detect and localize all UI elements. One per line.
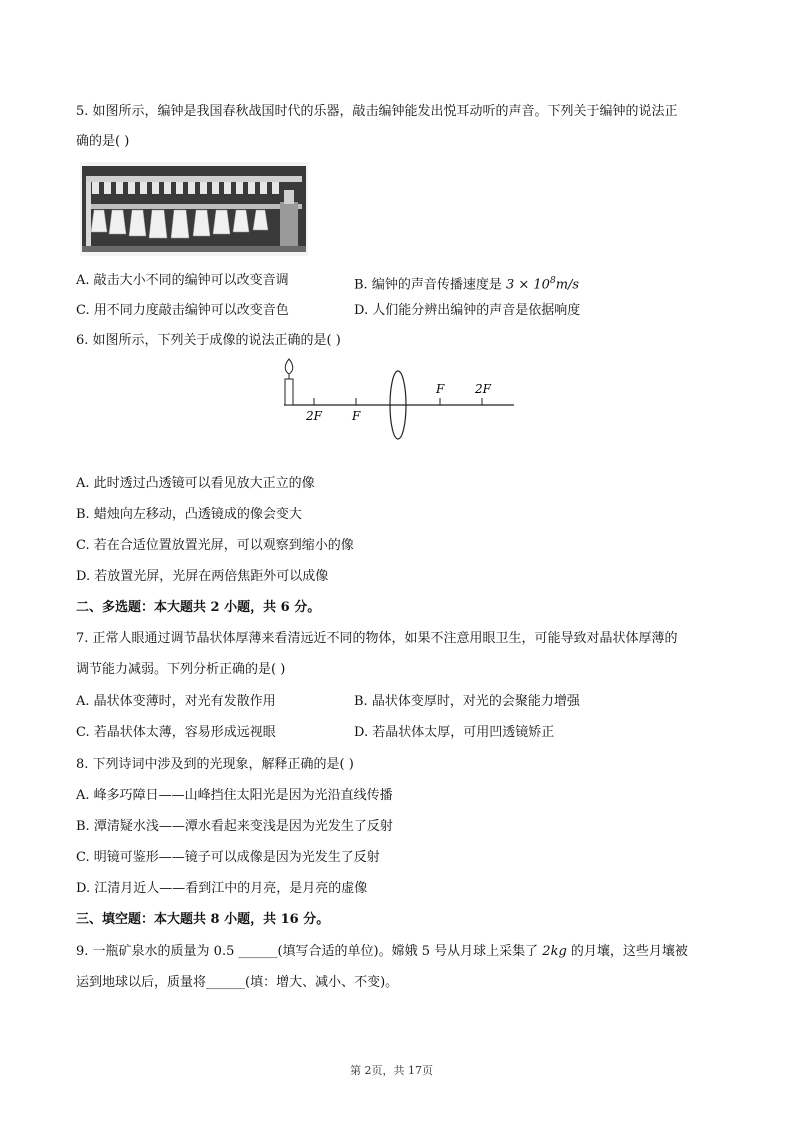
q8-option-b: B. 潭清疑水浅——潭水看起来变浅是因为光发生了反射 xyxy=(76,819,393,834)
label-f-right: F xyxy=(436,382,445,396)
section-2-heading: 二、多选题：本大题共 2 小题，共 6 分。 xyxy=(76,600,321,615)
convex-lens-diagram xyxy=(270,355,520,445)
q9-mass-value: 2kg xyxy=(542,944,567,959)
q5-stem-line2: 确的是( ) xyxy=(76,134,130,149)
q7-stem-line2: 调节能力减弱。下列分析正确的是( ) xyxy=(76,662,286,677)
q5-option-a: A. 敲击大小不同的编钟可以改变音调 xyxy=(76,273,289,288)
q7-option-d: D. 若晶状体太厚，可用凹透镜矫正 xyxy=(354,725,555,740)
q5-stem-line1: 5. 如图所示，编钟是我国春秋战国时代的乐器，敲击编钟能发出悦耳动听的声音。下列关于编钟的说法正 xyxy=(76,104,678,119)
q8-option-c: C. 明镜可鉴形——镜子可以成像是因为光发生了反射 xyxy=(76,850,380,865)
q5-option-b-text: B. 编钟的声音传播速度是 xyxy=(354,277,502,293)
q9-line1-b: 的月壤，这些月壤被 xyxy=(566,944,688,959)
q5-option-d: D. 人们能分辨出编钟的声音是依据响度 xyxy=(354,303,581,318)
q6-option-b: B. 蜡烛向左移动，凸透镜成的像会变大 xyxy=(76,507,302,522)
q9-line2: 运到地球以后，质量将______(填：增大、减小、不变)。 xyxy=(76,975,399,990)
bianzhong-bells-image xyxy=(80,162,308,256)
section-3-heading: 三、填空题：本大题共 8 小题，共 16 分。 xyxy=(76,912,330,927)
q7-stem-line1: 7. 正常人眼通过调节晶状体厚薄来看清远近不同的物体，如果不注意用眼卫生，可能导致对晶状体厚薄的 xyxy=(76,631,678,646)
q9-line1 xyxy=(76,943,688,961)
q6-stem: 6. 如图所示，下列关于成像的说法正确的是( ) xyxy=(76,333,341,348)
page-footer: 第 2页，共 17页 xyxy=(350,1064,433,1077)
q5-option-b-exp: 8 xyxy=(549,276,556,286)
q8-option-d: D. 江清月近人——看到江中的月亮，是月亮的虚像 xyxy=(76,881,368,896)
label-2f-left: 2F xyxy=(306,409,322,423)
q6-option-c: C. 若在合适位置放置光屏，可以观察到缩小的像 xyxy=(76,538,354,553)
label-f-left: F xyxy=(352,409,361,423)
q7-option-a: A. 晶状体变薄时，对光有发散作用 xyxy=(76,694,276,709)
q8-option-a: A. 峰多巧障日——山峰挡住太阳光是因为光沿直线传播 xyxy=(76,788,393,803)
q7-option-c: C. 若晶状体太薄，容易形成远视眼 xyxy=(76,725,276,740)
q8-stem: 8. 下列诗词中涉及到的光现象，解释正确的是( ) xyxy=(76,757,354,772)
label-2f-right: 2F xyxy=(475,382,491,396)
q6-option-d: D. 若放置光屏，光屏在两倍焦距外可以成像 xyxy=(76,569,329,584)
q5-option-b-unit: m/s xyxy=(555,277,580,293)
q5-option-c: C. 用不同力度敲击编钟可以改变音色 xyxy=(76,303,289,318)
candle xyxy=(285,379,293,405)
q9-line1-a: 9. 一瓶矿泉水的质量为 0.5 ______(填写合适的单位)。嫦娥 5 号从月球上采集了 xyxy=(76,944,543,959)
q5-option-b xyxy=(354,272,579,294)
candle-flame xyxy=(285,359,293,374)
q7-option-b: B. 晶状体变厚时，对光的会聚能力增强 xyxy=(354,694,580,709)
q6-option-a: A. 此时透过凸透镜可以看见放大正立的像 xyxy=(76,476,315,491)
q5-option-b-base: 3 × 10 xyxy=(505,277,550,293)
